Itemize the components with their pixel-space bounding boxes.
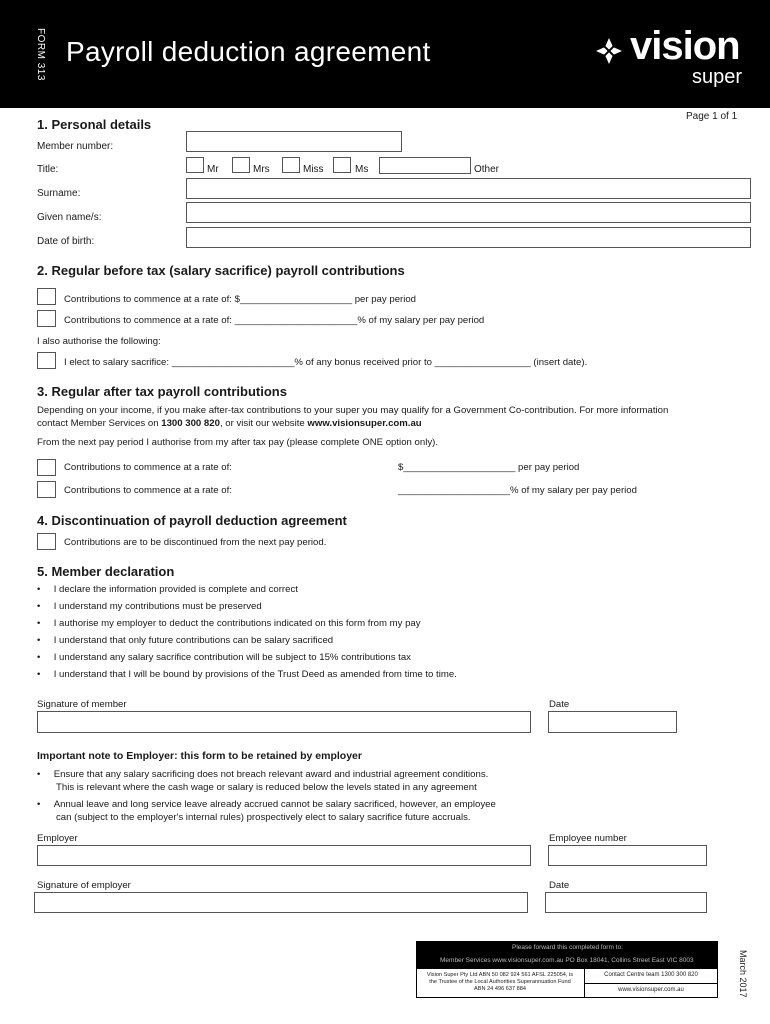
declaration-item: • I understand any salary sacrifice contribution will be subject to 15% contributions tax	[37, 652, 411, 663]
declaration-item: • I understand that I will be bound by provisions of the Trust Deed as amended from time to time.	[37, 669, 457, 680]
footer-forward-text: Please forward this completed form to:	[512, 944, 623, 951]
title-miss-label: Miss	[303, 164, 324, 175]
title-mrs-checkbox[interactable]	[232, 157, 250, 173]
title-miss-checkbox[interactable]	[282, 157, 300, 173]
after-tax-amount-value: $_____________________ per pay period	[398, 462, 580, 473]
member-date-label: Date	[549, 699, 570, 710]
surname-field[interactable]	[186, 178, 751, 199]
employee-number-label: Employee number	[549, 833, 627, 844]
title-other-field[interactable]	[379, 157, 471, 174]
employer-field[interactable]	[37, 845, 531, 866]
page-number: Page 1 of 1	[686, 111, 738, 122]
title-ms-checkbox[interactable]	[333, 157, 351, 173]
title-label: Title:	[37, 164, 59, 175]
section1-heading: 1. Personal details	[37, 117, 152, 132]
employer-signature-label: Signature of employer	[37, 880, 131, 891]
cocontribution-text-line2: contact Member Services on 1300 300 820, or visit our website www.visionsuper.com.au	[37, 418, 422, 429]
employer-date-label: Date	[549, 880, 570, 891]
given-names-label: Given name/s:	[37, 212, 102, 223]
discontinue-text: Contributions are to be discontinued from the next pay period.	[64, 537, 327, 548]
member-date-field[interactable]	[548, 711, 677, 733]
declaration-item: • I authorise my employer to deduct the contributions indicated on this form from my pay	[37, 618, 421, 629]
logo-subtitle: super	[692, 66, 743, 88]
before-tax-amount-checkbox[interactable]	[37, 288, 56, 305]
section3-heading: 3. Regular after tax payroll contributions	[37, 384, 287, 399]
employer-note-item: • Ensure that any salary sacrificing does not breach relevant award and industrial agreement conditions.	[37, 769, 489, 780]
title-ms-label: Ms	[355, 164, 369, 175]
after-tax-percent-label: Contributions to commence at a rate of:	[64, 485, 232, 496]
member-number-field[interactable]	[186, 131, 402, 152]
given-names-field[interactable]	[186, 202, 751, 223]
after-tax-amount-checkbox[interactable]	[37, 459, 56, 476]
title-mr-label: Mr	[207, 164, 219, 175]
footer-address-text: Member Services www.visionsuper.com.au PO Box 18041, Collins Street East VIC 8003	[440, 957, 694, 964]
member-signature-field[interactable]	[37, 711, 531, 733]
declaration-item: • I understand that only future contributions can be salary sacrificed	[37, 635, 334, 646]
before-tax-percent-checkbox[interactable]	[37, 310, 56, 327]
member-number-label: Member number:	[37, 141, 114, 152]
employer-note-item-cont: This is relevant where the cash wage or salary is reduced below the levels stated in any agreement	[56, 782, 477, 793]
bonus-sacrifice-text: I elect to salary sacrifice: _______________________% of any bonus received prior to __________________ (insert date).	[64, 357, 588, 368]
title-mrs-label: Mrs	[253, 164, 270, 175]
employer-label: Employer	[37, 833, 78, 844]
logo-wordmark: vision	[630, 24, 740, 68]
vision-super-logo-icon	[594, 36, 624, 66]
employer-note-item-cont: can (subject to the employer's internal rules) prospectively elect to salary sacrifice future accruals.	[56, 812, 471, 823]
after-tax-amount-label: Contributions to commence at a rate of:	[64, 462, 232, 473]
before-tax-percent-text: Contributions to commence at a rate of: _______________________% of my salary per pay period	[64, 315, 485, 326]
employer-signature-field[interactable]	[34, 892, 528, 913]
title-mr-checkbox[interactable]	[186, 157, 204, 173]
employer-date-field[interactable]	[545, 892, 707, 913]
after-tax-percent-checkbox[interactable]	[37, 481, 56, 498]
footer-trustee-text: Vision Super Pty Ltd ABN 50 082 924 561 AFSL 225054, is the Trustee of the Local Authorities Superannuation Fund ABN 24 496 637 884	[426, 972, 574, 992]
employer-note-heading: Important note to Employer: this form to be retained by employer	[37, 750, 362, 762]
member-signature-label: Signature of member	[37, 699, 127, 710]
discontinue-checkbox[interactable]	[37, 533, 56, 550]
surname-label: Surname:	[37, 188, 81, 199]
footer-website[interactable]: www.visionsuper.com.au	[618, 987, 684, 993]
employee-number-field[interactable]	[548, 845, 707, 866]
section2-heading: 2. Regular before tax (salary sacrifice) payroll contributions	[37, 263, 405, 278]
form-code: FORM 313	[35, 28, 46, 81]
website-link[interactable]: www.visionsuper.com.au	[307, 418, 422, 429]
footer-divider	[584, 983, 717, 984]
declaration-item: • I understand my contributions must be preserved	[37, 601, 262, 612]
after-tax-instruction: From the next pay period I authorise from my after tax pay (please complete ONE option only).	[37, 437, 438, 448]
title-other-label: Other	[474, 164, 500, 175]
dob-field[interactable]	[186, 227, 751, 248]
form-date: March 2017	[738, 950, 748, 998]
authorise-text: I also authorise the following:	[37, 336, 161, 347]
declaration-item: • I declare the information provided is complete and correct	[37, 584, 298, 595]
cocontribution-text-line1: Depending on your income, if you make after-tax contributions to your super you may qualify for a Government Co-contribution. For more information	[37, 405, 669, 416]
section5-heading: 5. Member declaration	[37, 564, 175, 579]
employer-note-item: • Annual leave and long service leave already accrued cannot be salary sacrificed, however, an employee	[37, 799, 496, 810]
member-services-phone: 1300 300 820	[161, 418, 220, 429]
section4-heading: 4. Discontinuation of payroll deduction agreement	[37, 513, 347, 528]
page-title: Payroll deduction agreement	[66, 36, 431, 67]
bonus-sacrifice-checkbox[interactable]	[37, 352, 56, 369]
footer-contact-centre: Contact Centre team 1300 300 820	[604, 972, 698, 978]
dob-label: Date of birth:	[37, 236, 95, 247]
before-tax-amount-text: Contributions to commence at a rate of: $_____________________ per pay period	[64, 294, 417, 305]
after-tax-percent-value: _____________________% of my salary per pay period	[398, 485, 637, 496]
